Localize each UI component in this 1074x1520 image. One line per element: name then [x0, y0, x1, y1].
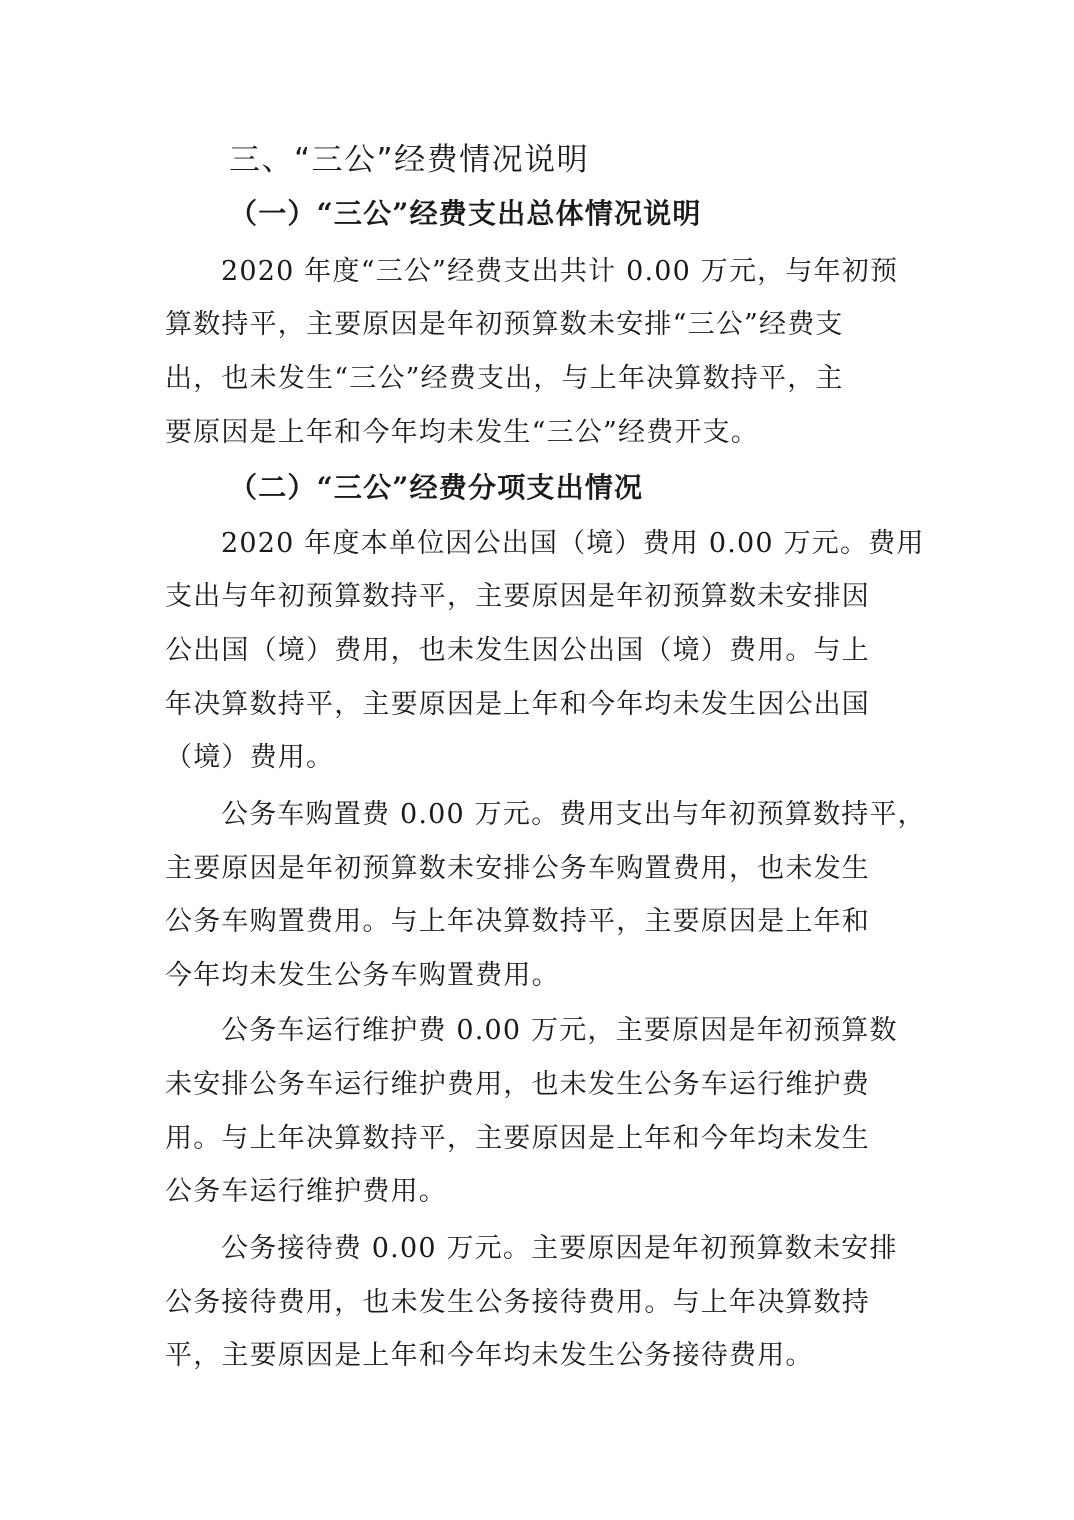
- paragraph-line: 公务接待费用，也未发生公务接待费用。与上年决算数持: [165, 1287, 870, 1318]
- paragraph-line: 公务车购置费 0.00 万元。费用支出与年初预算数持平，: [221, 799, 926, 830]
- paragraph-line: 2020 年度“三公”经费支出共计 0.00 万元，与年初预: [221, 256, 899, 287]
- paragraph-line: 公务接待费 0.00 万元。主要原因是年初预算数未安排: [221, 1233, 898, 1264]
- paragraph-line: 用。与上年决算数持平，主要原因是上年和今年均未发生: [165, 1123, 870, 1154]
- paragraph-line: 公务车运行维护费 0.00 万元，主要原因是年初预算数: [221, 1015, 898, 1046]
- paragraph-line: 公务车购置费用。与上年决算数持平，主要原因是上年和: [165, 906, 870, 937]
- paragraph-line: 平，主要原因是上年和今年均未发生公务接待费用。: [165, 1340, 814, 1371]
- section-heading: 三、“三公”经费情况说明: [229, 142, 590, 178]
- paragraph-line: 年决算数持平，主要原因是上年和今年均未发生因公出国: [165, 689, 870, 720]
- subsection-title-overall: （一）“三公”经费支出总体情况说明: [229, 197, 702, 230]
- paragraph-line: 公出国（境）费用，也未发生因公出国（境）费用。与上: [165, 635, 870, 666]
- paragraph-line: 算数持平，主要原因是年初预算数未安排“三公”经费支: [165, 309, 844, 340]
- paragraph-line: 2020 年度本单位因公出国（境）费用 0.00 万元。费用: [221, 528, 925, 559]
- subsection-title-itemized: （二）“三公”经费分项支出情况: [229, 471, 644, 504]
- paragraph-line: 支出与年初预算数持平，主要原因是年初预算数未安排因: [165, 581, 870, 612]
- paragraph-line: 出，也未发生“三公”经费支出，与上年决算数持平，主: [165, 363, 844, 394]
- paragraph-line: 公务车运行维护费用。: [165, 1176, 447, 1207]
- paragraph-line: 要原因是上年和今年均未发生“三公”经费开支。: [165, 417, 760, 448]
- paragraph-line: 今年均未发生公务车购置费用。: [165, 960, 560, 991]
- paragraph-line: （境）费用。: [165, 742, 335, 773]
- paragraph-line: 未安排公务车运行维护费用，也未发生公务车运行维护费: [165, 1069, 870, 1100]
- paragraph-line: 主要原因是年初预算数未安排公务车购置费用，也未发生: [165, 853, 870, 884]
